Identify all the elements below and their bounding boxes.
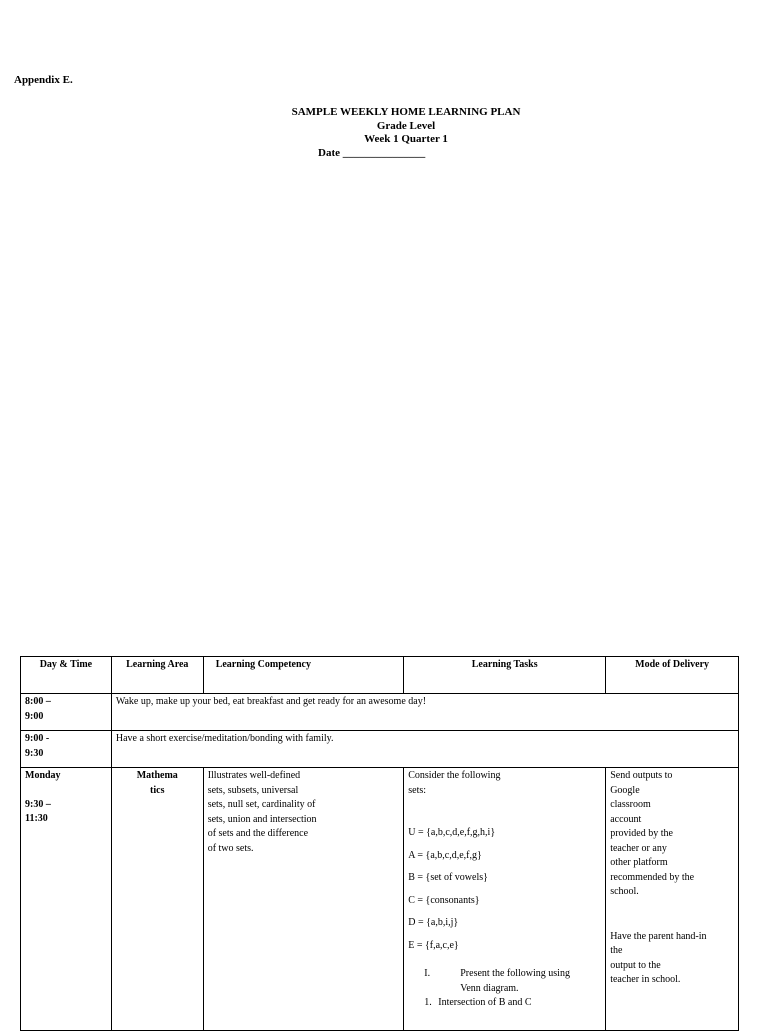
competency-line: sets, union and intersection [207, 813, 317, 825]
col-header-learning-competency: Learning Competency [203, 657, 404, 694]
table-row [21, 768, 739, 1031]
learning-plan-table [20, 656, 739, 1031]
delivery-line: output to the [610, 959, 661, 971]
col-header-learning-tasks: Learning Tasks [404, 657, 606, 694]
table-row [21, 694, 739, 731]
delivery-line: Send outputs to [610, 770, 673, 781]
roman-item-text: Present the following using Venn diagram. [460, 968, 570, 994]
time-start: 9:00 - [25, 733, 50, 744]
day-label: Monday [25, 770, 61, 781]
item-number: 1. [424, 997, 432, 1008]
set-definition: U = {a,b,c,d,e,f,g,h,i} [408, 827, 496, 838]
table-row [21, 731, 739, 768]
set-definition: D = {a,b,i,j} [408, 917, 459, 928]
tasks-intro-line: sets: [408, 784, 427, 796]
delivery-line: teacher or any [610, 842, 667, 854]
time-start: 8:00 – [25, 696, 51, 707]
activity-cell: Wake up, make up your bed, eat breakfast and get ready for an awesome day! [111, 694, 738, 731]
delivery-line: classroom [610, 799, 651, 810]
day-time-cell [21, 768, 112, 1031]
competency-line: of sets and the difference [207, 828, 309, 839]
delivery-line: other platform [610, 857, 668, 868]
area-text-line: Mathema [136, 770, 178, 781]
time-start: 9:30 – [25, 798, 51, 810]
set-definition: B = {set of vowels} [408, 872, 488, 883]
date-line: Date _______________ [318, 146, 426, 159]
spacer [408, 798, 601, 826]
set-definition: C = {consonants} [408, 894, 480, 906]
set-definition: E = {f,a,c,e} [408, 939, 459, 951]
document-title: SAMPLE WEEKLY HOME LEARNING PLAN [291, 106, 521, 118]
week-quarter: Week 1 Quarter 1 [364, 133, 448, 145]
competency-cell [203, 768, 404, 1031]
delivery-line: provided by the [610, 828, 673, 839]
document-header [0, 106, 768, 160]
table-header-row [21, 657, 739, 694]
roman-list-item [408, 967, 601, 996]
competency-line: of two sets. [207, 842, 254, 854]
competency-line: sets, null set, cardinality of [207, 799, 316, 810]
set-definition: A = {a,b,c,d,e,f,g} [408, 849, 482, 861]
time-end: 9:00 [25, 710, 44, 722]
delivery-line: the [610, 945, 623, 956]
delivery-cell [606, 768, 739, 1031]
grade-level: Grade Level [376, 119, 436, 132]
time-cell [21, 731, 112, 768]
spacer [25, 784, 107, 798]
time-end: 9:30 [25, 747, 44, 759]
delivery-line: account [610, 813, 642, 825]
delivery-line: Google [610, 784, 640, 796]
tasks-intro-line: Consider the following [408, 770, 501, 781]
time-end: 11:30 [25, 813, 48, 824]
spacer [610, 900, 734, 930]
col-header-learning-area: Learning Area [111, 657, 203, 694]
col-header-day-time: Day & Time [21, 657, 112, 694]
tasks-cell [404, 768, 606, 1031]
numbered-list-item [408, 996, 601, 1011]
activity-cell: Have a short exercise/meditation/bonding with family. [111, 731, 738, 768]
competency-line: Illustrates well-defined [207, 770, 301, 781]
delivery-line: Have the parent hand-in [610, 930, 707, 942]
time-cell [21, 694, 112, 731]
area-text-line: tics [150, 784, 165, 796]
delivery-line: teacher in school. [610, 974, 681, 985]
delivery-line: recommended by the [610, 871, 695, 883]
numbered-item-text: Intersection of B and C [438, 997, 532, 1008]
roman-numeral: I. [424, 968, 431, 979]
delivery-line: school. [610, 886, 639, 897]
competency-line: sets, subsets, universal [207, 784, 299, 796]
appendix-label: Appendix E. [14, 74, 73, 86]
col-header-mode-of-delivery: Mode of Delivery [606, 657, 739, 694]
learning-area-cell [111, 768, 203, 1031]
